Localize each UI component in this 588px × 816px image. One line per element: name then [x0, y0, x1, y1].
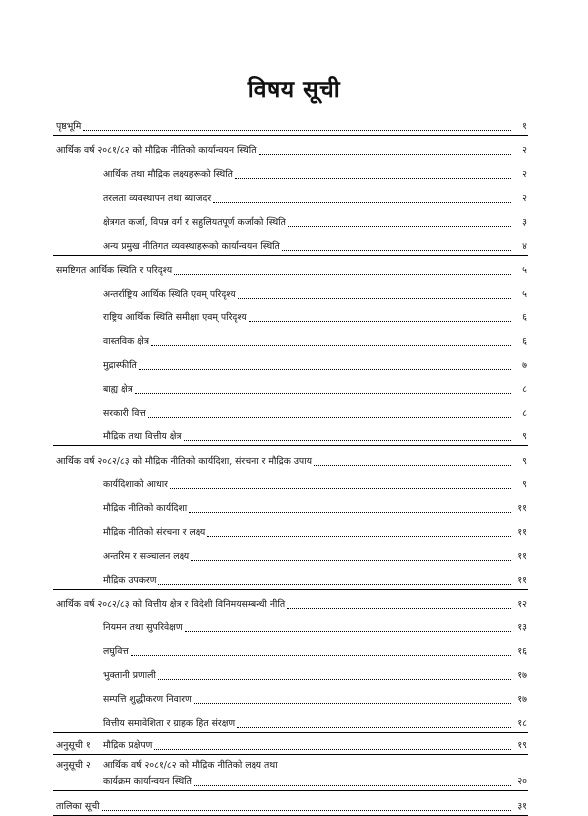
toc-entry-label: बाह्य क्षेत्र: [103, 383, 133, 395]
toc-entry-label: सम्पत्ति शुद्धीकरण निवारण: [103, 693, 192, 705]
toc-page-number: ९: [522, 479, 527, 491]
toc-section[interactable]: [53, 589, 528, 613]
toc-entry-label-continued: कार्यक्रम कार्यान्वयन स्थिति: [103, 775, 192, 787]
toc-entry-label: आर्थिक तथा मौद्रिक लक्ष्यहरूको स्थिति: [103, 169, 233, 181]
toc-page-number: ३: [522, 216, 527, 228]
toc-entry-label: तरलता व्यवस्थापन तथा ब्याजदर: [103, 192, 212, 204]
dot-leader: [189, 512, 511, 513]
dot-leader: [238, 298, 511, 299]
toc-subsection[interactable]: [53, 565, 528, 589]
toc-subsection[interactable]: [53, 207, 528, 231]
toc-page-number: १: [522, 121, 527, 133]
toc-entry-annex-2-continued[interactable]: [53, 774, 528, 790]
toc-entry-label: कार्यदिशाको आधार: [103, 479, 168, 491]
toc-entry-label: मौद्रिक उपकरण: [103, 574, 157, 586]
toc-entry-label: नियमन तथा सुपरिवेक्षण: [103, 622, 183, 634]
dot-leader: [135, 393, 511, 394]
dot-leader: [237, 727, 511, 728]
toc-entry-label: आर्थिक वर्ष २०८१/८२ को मौद्रिक नीतिको लक्ष्य तथा: [103, 759, 278, 771]
toc-page-number: ४: [522, 240, 527, 252]
toc-page-number: १८: [517, 717, 527, 729]
toc-page-number: ११: [517, 574, 527, 586]
toc-entry-label: लघुवित्त: [103, 646, 129, 658]
toc-subsection[interactable]: [53, 374, 528, 398]
toc-entry-label: सरकारी वित्त: [103, 407, 146, 419]
toc-subsection[interactable]: [53, 470, 528, 494]
toc-entry-label: राष्ट्रिय आर्थिक स्थिति समीक्षा एवम् परिदृश्य: [103, 312, 247, 324]
toc-subsection[interactable]: [53, 159, 528, 183]
dot-leader: [259, 154, 511, 155]
toc-subsection[interactable]: [53, 398, 528, 422]
toc-page-number: २०: [517, 775, 527, 787]
toc-page-number: ११: [517, 503, 527, 515]
dot-leader: [83, 130, 511, 131]
dot-leader: [148, 417, 511, 418]
toc-page-number: ५: [522, 288, 527, 300]
toc-page-number: १६: [517, 646, 527, 658]
toc-subsection[interactable]: [53, 541, 528, 565]
dot-leader: [282, 250, 511, 251]
toc-entry-label: आर्थिक वर्ष २०८२/८३ को मौद्रिक नीतिको कार्यदिशा, संरचना र मौद्रिक उपाय: [56, 455, 313, 467]
toc-subsection[interactable]: [53, 636, 528, 660]
dot-leader: [194, 785, 511, 786]
toc-subsection[interactable]: [53, 684, 528, 708]
dot-leader: [185, 631, 511, 632]
toc-page-number: १३: [517, 622, 527, 634]
dot-leader: [213, 202, 511, 203]
toc-page-number: ११: [517, 526, 527, 538]
toc-entry-label: पृष्ठभूमि: [56, 121, 82, 133]
toc-entry-label: तालिका सूची: [56, 800, 100, 812]
toc-page-number: ९: [522, 455, 527, 467]
toc-page-number: ७: [522, 359, 527, 371]
toc-page-number: ८: [522, 407, 527, 419]
toc-entry-label: मौद्रिक नीतिको कार्यदिशा: [103, 503, 188, 515]
toc-page-number: ३१: [517, 800, 527, 812]
toc-subsection[interactable]: [53, 660, 528, 684]
dot-leader: [151, 345, 511, 346]
dot-leader: [235, 178, 511, 179]
table-of-contents: [53, 112, 528, 816]
toc-entry-label: समष्टिगत आर्थिक स्थिति र परिदृश्य: [56, 264, 173, 276]
toc-section[interactable]: [53, 255, 528, 279]
toc-page-number: २: [522, 192, 527, 204]
toc-page-number: १७: [517, 693, 527, 705]
toc-page-number: ६: [522, 312, 527, 324]
dot-leader: [191, 560, 511, 561]
toc-page-number: ५: [522, 264, 527, 276]
toc-page-number: ८: [522, 383, 527, 395]
toc-subsection[interactable]: [53, 231, 528, 255]
toc-entry-label: मौद्रिक तथा वित्तीय क्षेत्र: [103, 431, 182, 443]
toc-subsection[interactable]: [53, 493, 528, 517]
toc-subsection[interactable]: [53, 326, 528, 350]
toc-page-number: ६: [522, 336, 527, 348]
toc-entry-label: वास्तविक क्षेत्र: [103, 336, 149, 348]
toc-entry-label: भुक्तानी प्रणाली: [103, 670, 156, 682]
dot-leader: [102, 810, 511, 811]
toc-section[interactable]: [53, 112, 528, 135]
toc-subsection[interactable]: [53, 303, 528, 327]
dot-leader: [184, 440, 511, 441]
dot-leader: [314, 465, 511, 466]
toc-subsection[interactable]: [53, 517, 528, 541]
toc-entry-label: वित्तीय समावेशिता र ग्राहक हित संरक्षण: [103, 717, 236, 729]
toc-subsection[interactable]: [53, 708, 528, 732]
toc-entry-annex-2[interactable]: [53, 754, 528, 774]
toc-entry-label: मौद्रिक प्रक्षेपण: [103, 739, 153, 751]
toc-entry-label: अन्तरिम र सञ्चालन लक्ष्य: [103, 550, 190, 562]
toc-section[interactable]: [53, 445, 528, 469]
toc-entry-label: आर्थिक वर्ष २०८२/८३ को वित्तीय क्षेत्र र विदेशी विनिमयसम्बन्धी नीति: [56, 598, 286, 610]
dot-leader: [287, 608, 511, 609]
dot-leader: [194, 703, 511, 704]
toc-page-number: २: [522, 169, 527, 181]
toc-subsection[interactable]: [53, 613, 528, 637]
toc-page-number: १९: [517, 739, 527, 751]
toc-entry-label: क्षेत्रगत कर्जा, विपन्न वर्ग र सहुलियतपूर्ण कर्जाको स्थिति: [103, 216, 286, 228]
dot-leader: [131, 655, 511, 656]
annex-prefix: अनुसूची १: [56, 739, 91, 751]
dot-leader: [139, 369, 511, 370]
toc-page-number: १७: [517, 670, 527, 682]
toc-entry-label: आर्थिक वर्ष २०८१/८२ को मौद्रिक नीतिको कार्यान्वयन स्थिति: [56, 145, 257, 157]
toc-subsection[interactable]: [53, 279, 528, 303]
toc-entry-label: अन्तर्राष्ट्रिय आर्थिक स्थिति एवम् परिदृश्य: [103, 288, 236, 300]
toc-subsection[interactable]: [53, 183, 528, 207]
dot-leader: [158, 584, 511, 585]
dot-leader: [174, 274, 511, 275]
toc-entry-label: मुद्रास्फीति: [103, 359, 137, 371]
annex-prefix: अनुसूची २: [56, 759, 91, 771]
toc-entries: [53, 112, 528, 732]
toc-entry-annex-1[interactable]: [53, 732, 528, 754]
dot-leader: [170, 488, 511, 489]
toc-page-number: १२: [517, 598, 527, 610]
page-title: विषय सूची: [247, 76, 341, 103]
dot-leader: [207, 536, 511, 537]
toc-entry-label: अन्य प्रमुख नीतिगत व्यवस्थाहरूको कार्यान्वयन स्थिति: [103, 240, 280, 252]
dot-leader: [288, 226, 511, 227]
dot-leader: [158, 679, 511, 680]
dot-leader: [249, 321, 511, 322]
toc-section[interactable]: [53, 135, 528, 159]
toc-subsection[interactable]: [53, 350, 528, 374]
toc-subsection[interactable]: [53, 422, 528, 446]
toc-page-number: ९: [522, 431, 527, 443]
toc-page-number: २: [522, 145, 527, 157]
dot-leader: [154, 749, 511, 750]
toc-entry-label: मौद्रिक नीतिको संरचना र लक्ष्य: [103, 526, 206, 538]
toc-page-number: ११: [517, 550, 527, 562]
toc-entry-tables[interactable]: [53, 790, 528, 816]
